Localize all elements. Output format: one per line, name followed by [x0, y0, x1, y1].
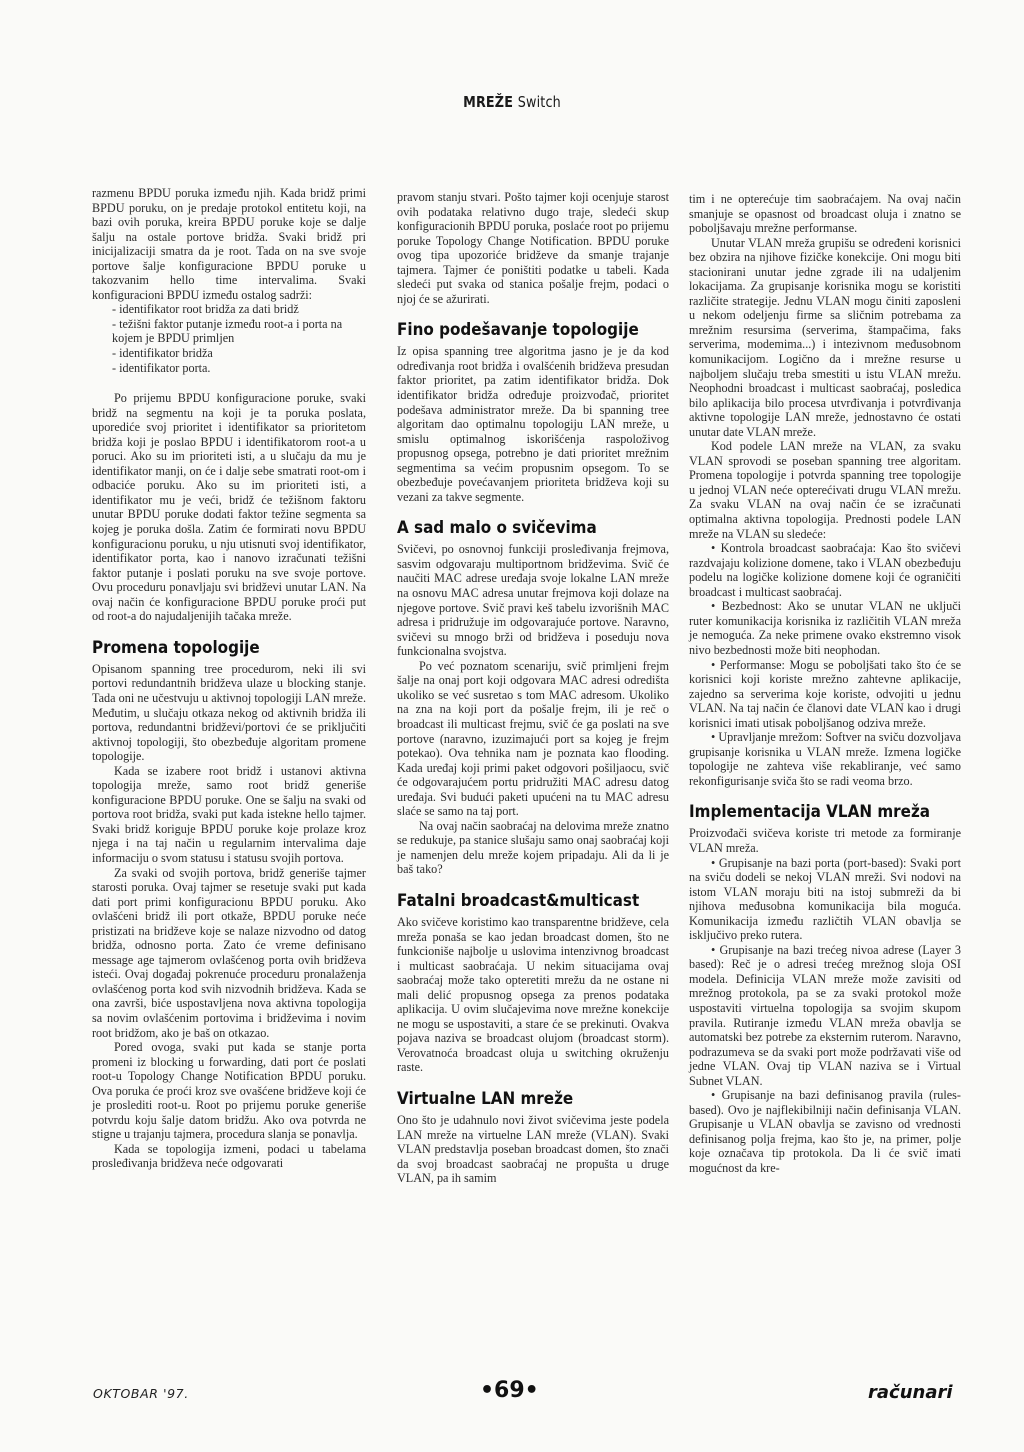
column-3	[689, 192, 961, 1176]
bullet-item: • Upravljanje mrežom: Softver na sviču dozvoljava grupisanje korisnika u VLAN mreže. Izmena logičke topologije ne zahteva više rekabliranje, već samo rekonfigurisanje sviča što se radi veoma brzo.	[689, 730, 961, 788]
paragraph: Kada se topologija izmeni, podaci u tabelama prosleđivanja bridževa neće odgovarati	[92, 1141, 366, 1171]
page-number: •69•	[480, 1378, 539, 1403]
paragraph: pravom stanju stvari. Pošto tajmer koji ocenjuje starost ovih podataka relativno dugo traje, sledeći skup konfiguracionih BPDU poruka, poslaće root po prijemu poruke Topology Change Notification. BPDU poruke ovog tipa upozoriće bridževe da smanje trajanje tajmera. Tajmer će poništiti podatke u tabeli. Kada sledeći put svaka od stanica pošalje frejm, podaci o njoj će se ažurirati.	[397, 190, 669, 306]
paragraph: Po prijemu BPDU konfiguracione poruke, svaki bridž na segmentu na koji je ta poruka poslata, uporediće svoj prioritet i identifikator sa prioritetom bridža koji je poslao BPDU i identifikatorom root-a u poruci. Ako su im prioriteti isti, a u slučaju da mu je identifikator manji, on će i dalje sebe smatrati root-om i odbaciće poruku. Ako su im prioriteti isti, a identifikator mu je veći, bridž će težišnom faktoru unutar BPDU poruke dodati faktor težine segmenta sa kojeg je poruka došla. Zatim će formirati novu BPDU konfiguracionu poruku, u nju utisnuti svoj identifikator, identifikator porta, kao i nanovo izračunati težišni faktor putanje i poslati poruku na sve svoje portove. Ovu proceduru ponavljaju svi bridževi unutar LAN. Na ovaj način će konfiguracione BPDU poruke proći put od root-a do najudaljenijih tačaka mreže.	[92, 391, 366, 624]
column-1	[92, 186, 366, 1171]
paragraph: Na ovaj način saobraćaj na delovima mreže znatno se redukuje, pa stanice slušaju samo onaj saobraćaj koji je namenjen delu mreže kojem pripadaju. Ali da li je baš tako?	[397, 818, 669, 877]
section-heading: Fino podešavanje topologije	[397, 320, 639, 340]
paragraph: Kada se izabere root bridž i ustanovi aktivna topologija mreže, samo root bridž generiše konfiguracione BPDU poruke. One se šalju na svaki od portova root bridža, svaki put kada istekne hello tajmer. Svaki bridž koriguje BPDU poruke koje prolaze kroz njega i na taj način u regularnim intervalima daje informaciju o svom statusu i statusu svojih portova.	[92, 763, 366, 865]
paragraph: Ono što je udahnulo novi život svičevima jeste podela LAN mreže na virtuelne LAN mreže (VLAN). Svaki VLAN predstavlja poseban broadcast domen, što znači da svoj broadcast saobraćaj ne propušta u druge VLAN, pa ih samim	[397, 1112, 669, 1186]
section-heading: A sad malo o svičevima	[397, 518, 597, 538]
paragraph: Proizvođači svičeva koriste tri metode za formiranje VLAN mreža.	[689, 826, 961, 855]
list-item: - identifikator root bridža za dati bridž	[112, 302, 299, 317]
list-item: - težišni faktor putanje između root-a i porta na kojem je BPDU primljen	[112, 316, 343, 346]
bullet-item: • Bezbednost: Ako se unutar VLAN ne uključi ruter komunikacija korisnika iz različitih VLAN mreža je nemoguća. Za neke primene ovako ekstremno visok nivo bezbednosti može biti neophodan.	[689, 599, 961, 657]
bullet-item: • Kontrola broadcast saobraćaja: Kao što svičevi razdvajaju kolizione domene, tako i VLAN obezbeđuju podelu na logičke kolizione domene koji će ograničiti broadcast i multicast saobraćaj.	[689, 541, 961, 599]
section-heading: Fatalni broadcast&multicast	[397, 890, 640, 910]
bullet-item: • Grupisanje na bazi definisanog pravila (rules-based). Ovo je najflekibilniji način definisanja VLAN. Grupisanje u VLAN obavlja se zavisno od vrednosti definisanog polja frejma, kao što je, na primer, polje koje označava tip protokola. Da li će svič imati mogućnost da kre-	[689, 1088, 961, 1175]
paragraph: Svičevi, po osnovnoj funkciji prosleđivanja frejmova, sasvim odgovaraju multiportnom bridževima. Svič će naučiti MAC adrese uređaja svoje lokalne LAN mreže na osnovu MAC adresa unutar frejmova koji dolaze na njegove portove. Svič pravi keš tabelu izvorišnih MAC adresa i pridružuje im odgovarajuće portove. Naravno, svičevi su mnogo brži od bridževa i poseduju nova funkcionalna svojstva.	[397, 542, 669, 659]
paragraph: Ako svičeve koristimo kao transparentne bridževe, cela mreža ponaša se kao jedan broadcast domen, što ne funkcioniše najbolje u uslovima intenzivnog broadcast i multicast saobraćaja. U nekim situacijama ovaj saobraćaj može tako opteretiti mrežu da ne ostane ni mali delić propusnog opsega za prenos podataka aplikacija. U ovim slučajevima nove mrežne konekcije ne mogu se uspostaviti, a stare će se prekinuti. Ovakva pojava naziva se broadcast olujom (broadcast storm). Verovatnoća broadcast oluja u switching okruženju raste.	[397, 914, 669, 1075]
section-heading: Implementacija VLAN mreža	[689, 802, 931, 822]
header-section: Switch	[517, 93, 561, 111]
header-title: MREŽE	[463, 93, 514, 111]
magazine-name: računari	[868, 1382, 953, 1403]
paragraph: tim i ne opterećuje tim saobraćajem. Na ovaj način smanjuje se opasnost od broadcast oluja i znatno se poboljšavaju mrežne performanse.	[689, 192, 961, 236]
list-item: - identifikator porta.	[112, 360, 211, 375]
paragraph: Pored ovoga, svaki put kada se stanje porta promeni iz blocking u forwarding, dati port će poslati root-u Topology Change Notification BPDU poruku. Ova poruka će proći kroz sve ovašćene bridževe koji će je prosleditі root-u. Root po prijemu poruke generiše potvrdu koju šalje datom bridžu. Ako ova potvrda ne stigne u trajanju tajmera, procedura slanja se ponavlja.	[92, 1040, 366, 1142]
footer-date: OKTOBAR '97.	[93, 1386, 189, 1401]
paragraph: Za svaki od svojih portova, bridž generiše tajmer starosti poruka. Ovaj tajmer se resetuje svaki put kada dati port primi konfiguracionu BPDU poruku. Ako ovlašćeni bridž ili port otkaže, BPDU poruke neće pristizati na bridževe koje se nalaze nizvodno od datog bridža, odnosno porta. Zato će vreme definisano message age tajmerom ovlašćenog porta ovih bridževa isteći. Ovaj događaj pokrenuće proceduru pronalaženja ovlašćenog porta kod svih nizvodnih bridževa. Kada se ona završi, biće uspostavljena nova aktivna topologija sa novim ovlašćenim portovima i bridževima i novim root bridžom, ako je baš on otkazao.	[92, 865, 366, 1040]
paragraph: Po već poznatom scenariju, svič primljeni frejm šalje na onaj port koji odgovara MAC adresi odredišta ukoliko se već susretao s tom MAC adresom. Ukoliko na zna na koji port da pošalje frejm, ili je reč o broadcast ili multicast frejmu, svič će ga poslati na sve portove (naravno, izuzimajući port sa kojeg je frejm potekao). Ova tehnika nam je poznata kao flooding. Kada uređaj koji primi paket odgovori pošiljaocu, svič će odgovarajućem portu pridružiti MAC adresu datog uređaja. Svi budući paketi upućeni na tu MAC adresu slaće se samo na taj port.	[397, 658, 669, 819]
paragraph: razmenu BPDU poruka između njih. Kada bridž primi BPDU poruku, on je predaje protokol entitetu koji, na bazi ovih poruka, kreira BPDU poruke koje se dalje šalju na ostale portove bridža. Svaki bridž pri inicijalizaciji smatra da je root. Tada on na sve svoje portove šalje konfiguracione BPDU poruke u takozvanim hello time intervalima. Svaki konfiguracioni BPDU između ostalog sadrži:	[92, 186, 366, 302]
column-2	[397, 190, 669, 1186]
paragraph: Iz opisa spanning tree algoritma jasno je je da kod određivanja root bridža i ovalšćenih bridževa presudan faktor prioritet, pa zatim identifikator bridža. Dok identifikator bridža određuje proizvođač, prioritet podešava administrator mreže. Da bi spanning tree algoritam dao optimalnu topologiju LAN mreže, u smislu optimalnog iskorišćenja raspoloživog propusnog opsega, potrebno je dati prioritet mrežnim segmentima sa većim propusnim opsegom. To se obezbeđuje povećavanjem prioriteta bridževa koji su vezani za takve segmente.	[397, 344, 669, 504]
section-heading: Promena topologije	[92, 637, 260, 657]
paragraph: Unutar VLAN mreža grupišu se određeni korisnici bez obzira na njihove fizičke konekcije. Oni mogu biti stacionirani unutar jedne zgrade ili na udaljenim lokacijama. Za grupisanje korisnika mogu se koristiti različite strategije. Jednu VLAN mogu činiti zaposleni u nekom odeljenju firme sa sličnim potrebama za mrežnim resursima (serverima, štampačima, faks serverima, modemima...) i intezivnom međusobnom komunikacijom. Logično da i mrežne resurse u najboljem slučaju treba smestiti u istu VLAN mrežu. Neophodni broadcast i multicast saobraćaj, posledica bilo aplikacija bilo procesa utvrđivanja i potvrđivanja aktivne topologije LAN mreže, jednostavno će ostati unutar date VLAN mreže.	[689, 235, 961, 439]
paragraph: Kod podele LAN mreže na VLAN, za svaku VLAN sprovodi se poseban spanning tree algoritam. Promena topologije i potvrda spanning tree topologije u jednoj VLAN neće opterećivati drugu VLAN mrežu. Za svaku VLAN na ovaj način će se izračunati optimalna aktivna topologija. Prednosti podele LAN mreže na VLAN su sledeće:	[689, 439, 961, 541]
bullet-item: • Grupisanje na bazi trećeg nivoa adrese (Layer 3 based): Reč je o adresi trećeg mrežnog sloja OSI modela. Definicija VLAN mreže može zavisiti od mrežnog protokola, pa se za svaki protokol može uspostaviti virtuelna topologija sa svojim skupom pravila. Rutiranje između VLAN mreža obavlja se automatski bez potrebe za eksternim ruterom. Naravno, podrazumeva se da svaki port može podržavati više od jedne VLAN. Ovaj tip VLAN naziva se i Virtual Subnet VLAN.	[689, 942, 961, 1088]
list-item: - identifikator bridža	[112, 346, 213, 361]
bullet-item: • Grupisanje na bazi porta (port-based): Svaki port na sviču dodeli se nekoj VLAN mreži. Svi nodovi na istom VLAN moraju biti na istoj submreži da bi njihova međusobna komunikacija bila moguća. Komunikacija između različtih VLAN obavlja se isključivo preko rutera.	[689, 855, 961, 943]
bullet-item: • Performanse: Mogu se poboljšati tako što će se korisnici koji koriste mrežno zahtevne aplikacije, zajedno sa serverima koje koriste, odvojiti u jednu VLAN. Na taj način će članovi date VLAN kao i drugi korisnici imati utisak poboljšanog odziva mreže.	[689, 657, 961, 730]
paragraph: Opisanom spanning tree procedurom, neki ili svi portovi redundantnih bridževa ulaze u blocking stanje. Tada oni ne učestvuju u aktivnoj topologiji LAN mreže. Međutim, u slučaju otkaza nekog od aktivnih bridža ili portova, redundantni bridževi/portovi će se priključiti aktivnoj topologiji, što obezbeđuje algoritam promene topologije.	[92, 661, 366, 764]
running-header	[77, 93, 947, 111]
section-heading: Virtualne LAN mreže	[397, 1088, 574, 1108]
